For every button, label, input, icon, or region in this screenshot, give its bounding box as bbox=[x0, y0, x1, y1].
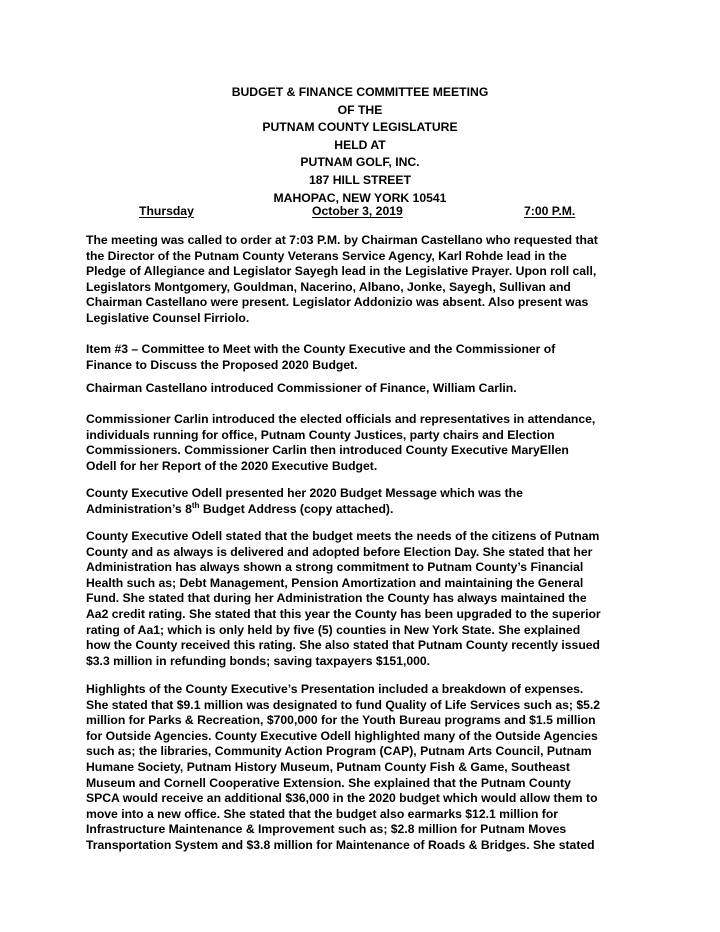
header-line: PUTNAM COUNTY LEGISLATURE bbox=[262, 120, 458, 135]
text-line: move into a new office. She stated that the budget also earmarks $12.1 million for bbox=[86, 806, 559, 821]
text-line: Fund. She stated that during her Administration the County has always maintained the bbox=[86, 591, 587, 606]
paragraph-item-3 bbox=[86, 342, 646, 373]
text-line: million for Parks & Recreation, $700,000 for the Youth Bureau programs and $1.5 million bbox=[86, 713, 596, 728]
paragraph-budget-message bbox=[86, 486, 646, 517]
text-line: County and as always is delivered and adopted before Election Day. She stated that her bbox=[86, 544, 593, 559]
paragraph-carlin bbox=[86, 412, 646, 474]
text-fragment: Budget Address (copy attached). bbox=[199, 501, 394, 516]
text-line: Chairman Castellano introduced Commissioner of Finance, William Carlin. bbox=[86, 381, 517, 395]
text-line: Odell for her Report of the 2020 Executive Budget. bbox=[86, 458, 378, 473]
text-line: Highlights of the County Executive’s Presentation included a breakdown of expenses. bbox=[86, 682, 584, 696]
text-line: Museum and Cornell Cooperative Extension. She explained that the Putnam County bbox=[86, 775, 571, 790]
header-line: HELD AT bbox=[334, 137, 386, 152]
meeting-date: October 3, 2019 bbox=[312, 204, 403, 218]
text-line: Humane Society, Putnam History Museum, Putnam County Fish & Game, Southeast bbox=[86, 759, 570, 774]
text-line: rating of Aa1; which is only held by five (5) counties in New York State. She explained bbox=[86, 622, 581, 637]
text-line: SPCA would receive an additional $36,000 in the 2020 budget which would allow them to bbox=[86, 791, 598, 806]
text-line: County Executive Odell stated that the budget meets the needs of the citizens of Putnam bbox=[86, 529, 600, 543]
text-line: Finance to Discuss the Proposed 2020 Budget. bbox=[86, 357, 358, 372]
paragraph-highlights bbox=[86, 682, 646, 854]
header-line: BUDGET & FINANCE COMMITTEE MEETING bbox=[231, 85, 489, 99]
text-line: Chairman Castellano were present. Legislator Addonizio was absent. Also present was bbox=[86, 295, 589, 310]
text-line: Administration has always shown a strong commitment to Putnam County’s Financial bbox=[86, 560, 584, 575]
header-line: MAHOPAC, NEW YORK 10541 bbox=[273, 190, 447, 205]
meeting-day: Thursday bbox=[139, 204, 194, 218]
text-line: the Director of the Putnam County Veterans Service Agency, Karl Rohde lead in the bbox=[86, 248, 567, 263]
header-line: 187 HILL STREET bbox=[308, 172, 412, 187]
text-line: individuals running for office, Putnam County Justices, party chairs and Election bbox=[86, 427, 555, 442]
text-line: Health such as; Debt Management, Pension Amortization and maintaining the General bbox=[86, 575, 584, 590]
paragraph-call-to-order bbox=[86, 233, 646, 327]
text-line: The meeting was called to order at 7:03 P.M. by Chairman Castellano who requested that bbox=[86, 233, 598, 247]
text-line: County Executive Odell presented her 2020 Budget Message which was the bbox=[86, 486, 523, 500]
text-line: Commissioner Carlin introduced the elected officials and representatives in attendance, bbox=[86, 412, 596, 426]
meeting-dateline bbox=[0, 202, 720, 220]
text-fragment: Administration’s 8 bbox=[86, 501, 192, 516]
paragraph-introduction bbox=[86, 381, 646, 397]
text-line: Transportation System and $3.8 million for Maintenance of Roads & Bridges. She stated bbox=[86, 837, 595, 852]
text-line: Aa2 credit rating. She stated that this year the County has been upgraded to the superior bbox=[86, 606, 601, 621]
text-line: Item #3 – Committee to Meet with the County Executive and the Commissioner of bbox=[86, 342, 556, 356]
text-line bbox=[86, 502, 646, 518]
text-line: Infrastructure Maintenance & Improvement such as; $2.8 million for Putnam Moves bbox=[86, 822, 567, 837]
meeting-header bbox=[0, 84, 720, 207]
text-line: for Outside Agencies. County Executive Odell highlighted many of the Outside Agencies bbox=[86, 728, 598, 743]
text-line: Legislators Montgomery, Gouldman, Nacerino, Albano, Jonke, Sayegh, Sullivan and bbox=[86, 279, 571, 294]
text-line: such as; the libraries, Community Action Program (CAP), Putnam Arts Council, Putnam bbox=[86, 744, 592, 759]
ordinal-suffix: th bbox=[191, 500, 200, 510]
meeting-time: 7:00 P.M. bbox=[524, 204, 576, 218]
paragraph-odell-statement bbox=[86, 529, 646, 669]
header-line: OF THE bbox=[337, 102, 383, 117]
text-line: She stated that $9.1 million was designated to fund Quality of Life Services such as; $5.2 bbox=[86, 697, 601, 712]
text-line: $3.3 million in refunding bonds; saving taxpayers $151,000. bbox=[86, 653, 431, 668]
header-line: PUTNAM GOLF, INC. bbox=[300, 155, 420, 170]
text-line: Legislative Counsel Firriolo. bbox=[86, 310, 250, 325]
text-line: how the County received this rating. She also stated that Putnam County recently issued bbox=[86, 638, 601, 653]
text-line: Pledge of Allegiance and Legislator Sayegh lead in the Legislative Prayer. Upon roll call, bbox=[86, 264, 597, 279]
text-line: Commissioners. Commissioner Carlin then introduced County Executive MaryEllen bbox=[86, 443, 569, 458]
